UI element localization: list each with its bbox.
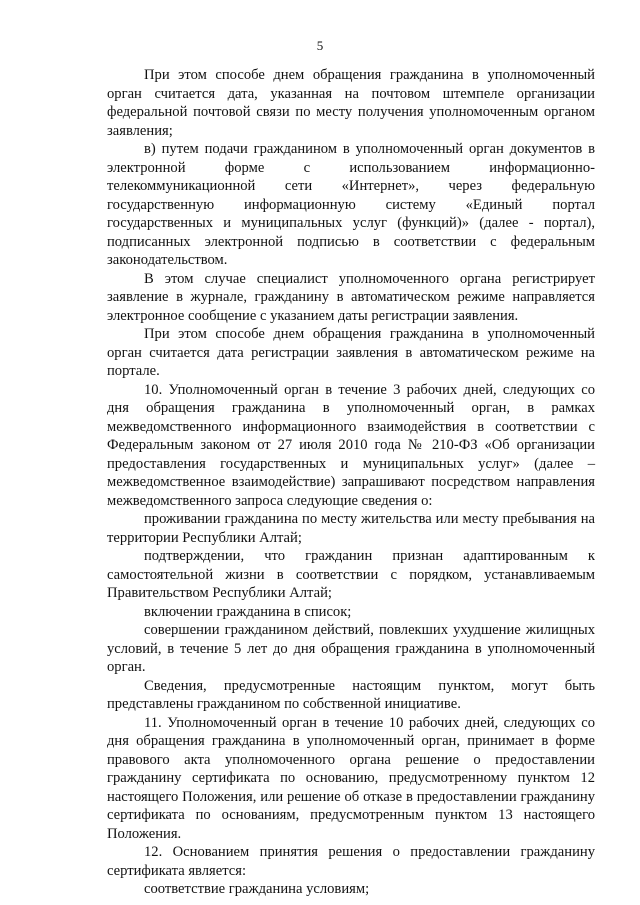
paragraph-own-initiative: Сведения, предусмотренные настоящим пунктом, могут быть представлены гражданином по собственной инициативе. — [107, 677, 595, 712]
paragraph-conditions-met: соответствие гражданина условиям; — [144, 881, 370, 897]
paragraph-residence: проживании гражданина по месту жительства или месту пребывания на территории Республики Алтай; — [107, 511, 595, 546]
paragraph-portal-date: При этом способе днем обращения гражданина в уполномоченный орган считается дата регистрации заявления в автоматическом режиме на портале. — [107, 326, 595, 379]
paragraph-item-12: 12. Основанием принятия решения о предоставлении гражданину сертификата является: — [107, 844, 595, 879]
paragraph-item-10: 10. Уполномоченный орган в течение 3 рабочих дней, следующих со дня обращения гражданина в уполномоченный орган, в рамках межведомственного информационного взаимодействия в соответствии с Федеральным законом от 27 июля 2010 года № 210-ФЗ «Об организации предоставления государственных и муниципальных услуг» (далее – межведомственное взаимодействие) запрашивают посредством направления межведомственного запроса следующие сведения о: — [107, 381, 595, 509]
document-body — [107, 66, 595, 899]
paragraph-registration: В этом случае специалист уполномоченного органа регистрирует заявление в журнале, гражданину в автоматическом режиме направляется электронное сообщение с указанием даты регистрации заявления. — [107, 270, 595, 324]
paragraph-item-11: 11. Уполномоченный орган в течение 10 рабочих дней, следующих со дня обращения гражданина в уполномоченный орган, принимает в форме правового акта уполномоченного органа решение о предоставлении гражданину сертификата по основанию, предусмотренному пунктом 12 настоящего Положения, или решение об отказе в предоставлении гражданину сертификата по основаниям, предусмотренным пунктом 13 настоящего Положения. — [107, 714, 595, 842]
paragraph-postal-date: При этом способе днем обращения гражданина в уполномоченный орган считается дата, указанная на почтовом штемпеле организации федеральной почтовой связи по месту получения уполномоченным органом заявления; — [107, 67, 595, 139]
paragraph-adapted: подтверждении, что гражданин признан адаптированным к самостоятельной жизни в соответствии с порядком, устанавливаемым Правительством Республики Алтай; — [107, 548, 595, 601]
paragraph-list-inclusion: включении гражданина в список; — [144, 603, 352, 620]
paragraph-electronic-submission: в) путем подачи гражданином в уполномоченный орган документов в электронной форме с использованием информационно-телекоммуникационной сети «Интернет», через федеральную государственную информационную систему «Единый портал государственных и муниципальных услуг (функций)» (далее - портал), подписанных электронной подписью в соответствии с федеральным законодательством. — [107, 141, 595, 268]
paragraph-housing-conditions: совершении гражданином действий, повлекших ухудшение жилищных условий, в течение 5 лет до дня обращения гражданина в уполномоченный орган. — [107, 622, 595, 675]
page-number: 5 — [316, 38, 324, 53]
